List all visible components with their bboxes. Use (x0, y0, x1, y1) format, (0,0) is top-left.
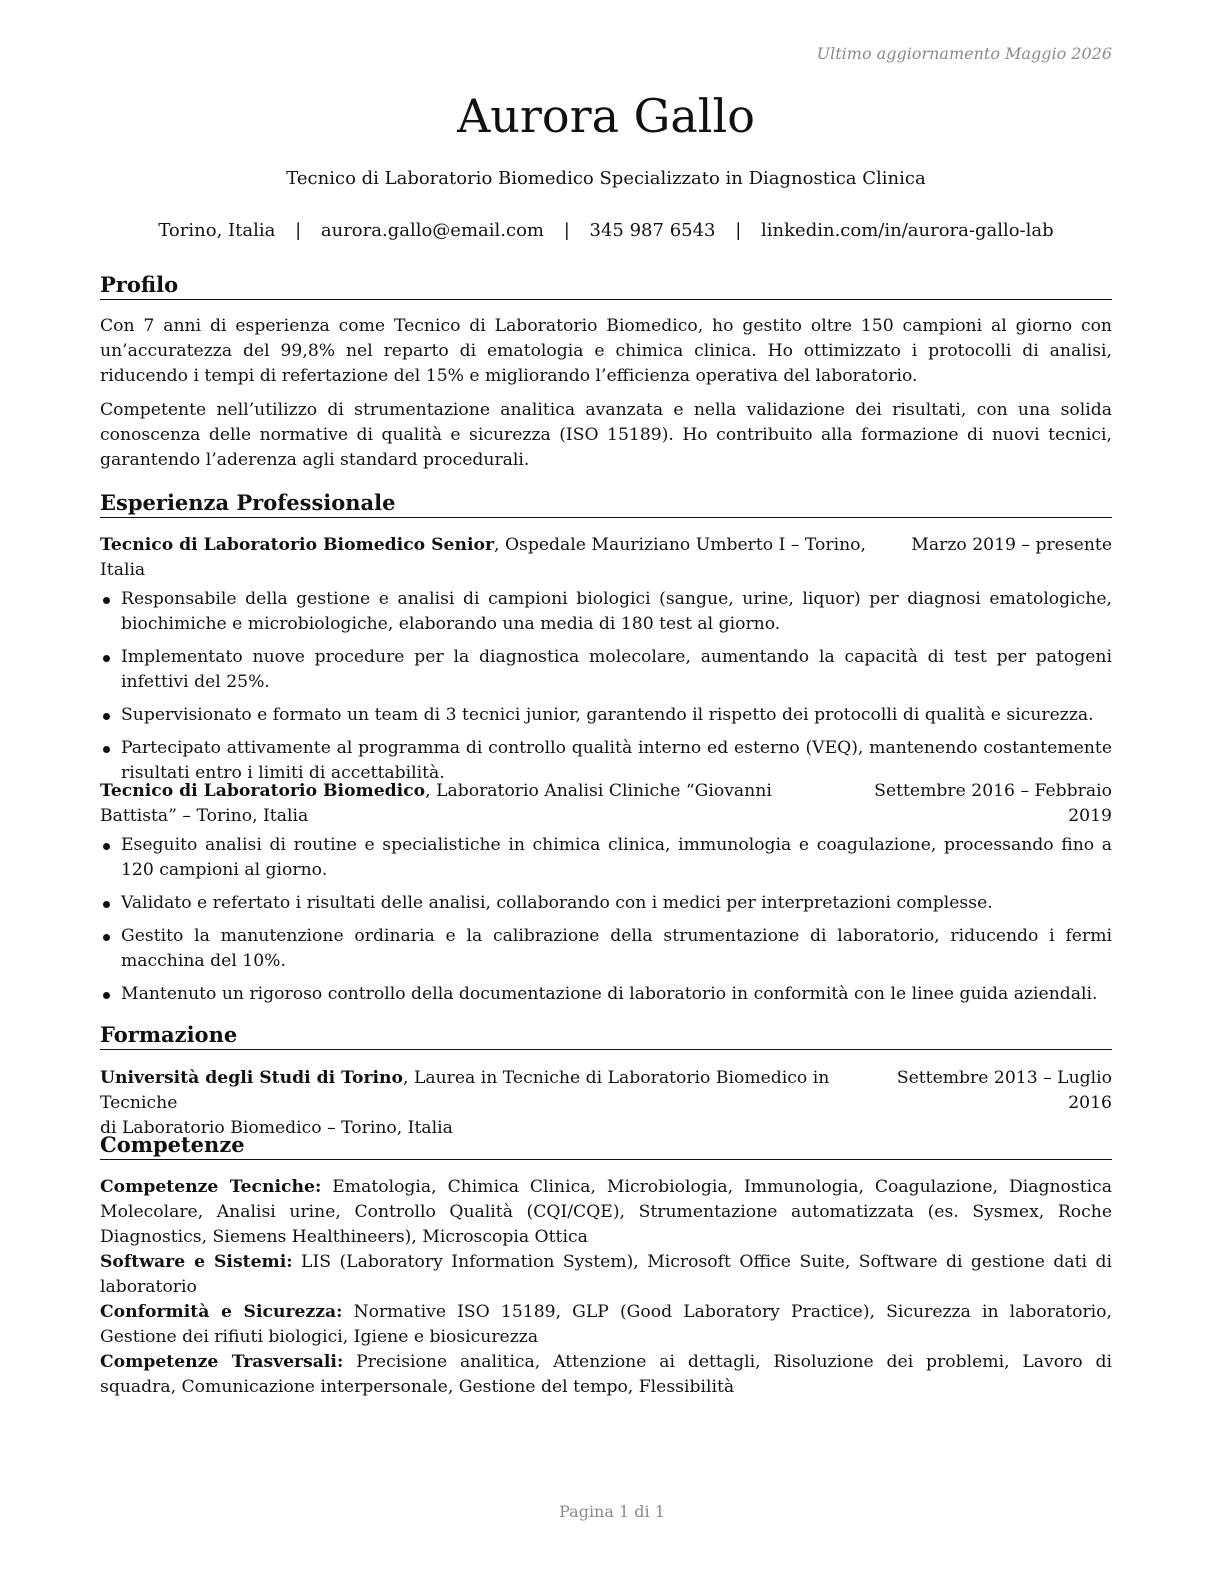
skill-text: Normative ISO 15189, GLP (Good Laboratory Practice), Sicurezza in laboratorio, Gestione dei rifiuti biologici, Igiene e biosicurezza (100, 1302, 1112, 1347)
job-entry (100, 779, 1112, 1015)
skill-label: Conformità e Sicurezza: (100, 1302, 343, 1322)
list-item: Eseguito analisi di routine e specialistiche in chimica clinica, immunologia e coagulazione, processando fino a 120 campioni al giorno. (100, 833, 1112, 883)
contact-email[interactable]: aurora.gallo@email.com (320, 220, 544, 241)
job-entry (100, 533, 1112, 794)
contact-separator: | (295, 220, 302, 241)
education-dates-end: 2016 (1068, 1093, 1112, 1113)
list-item: Responsabile della gestione e analisi di campioni biologici (sangue, urine, liquor) per diagnosi ematologiche, biochimiche e microbiologiche, elaborando una media di 180 test al giorno. (100, 587, 1112, 637)
list-item: Gestito la manutenzione ordinaria e la calibrazione della strumentazione di laboratorio, riducendo i fermi macchina del 10%. (100, 924, 1112, 974)
skill-text: Ematologia, Chimica Clinica, Microbiologia, Immunologia, Coagulazione, Diagnostica Molecolare, Analisi urine, Controllo Qualità (CQI/CQE), Strumentazione automatizzata (es. Sysmex, Roche Diagnostics, Siemens Healthineers), Microscopia Ottica (100, 1177, 1112, 1247)
job-employer: , Ospedale Mauriziano Umberto I – Torino, Italia (100, 535, 866, 580)
job-header (100, 533, 1112, 583)
skill-label: Competenze Trasversali: (100, 1352, 344, 1372)
list-item: Mantenuto un rigoroso controllo della documentazione di laboratorio in conformità con le linee guida aziendali. (100, 982, 1112, 1007)
skill-group (100, 1350, 1112, 1400)
job-dates-end: 2019 (1068, 806, 1112, 826)
profile-paragraph: Con 7 anni di esperienza come Tecnico di Laboratorio Biomedico, ho gestito oltre 150 campioni al giorno con un’accuratezza del 99,8% nel reparto di ematologia e chimica clinica. Ho ottimizzato i protocolli di analisi, riducendo i tempi di refertazione del 15% e migliorando l’efficienza operativa del laboratorio. (100, 316, 1112, 386)
education-degree: , Laurea in Tecniche di Laboratorio Biomedico in Tecniche (100, 1068, 830, 1113)
skill-group (100, 1175, 1112, 1250)
profile-paragraph: Competente nell’utilizzo di strumentazione analitica avanzata e nella validazione dei risultati, con una solida conoscenza delle normative di qualità e sicurezza (ISO 15189). Ho contribuito alla formazione di nuovi tecnici, garantendo l’aderenza agli standard procedurali. (100, 400, 1112, 470)
education-degree-cont: di Laboratorio Biomedico – Torino, Italia (100, 1118, 453, 1138)
skills-section (100, 1175, 1112, 1400)
education-entry (100, 1066, 1112, 1141)
section-title-experience: Esperienza Professionale (100, 490, 1112, 518)
job-role: Tecnico di Laboratorio Biomedico Senior (100, 535, 495, 555)
job-role: Tecnico di Laboratorio Biomedico (100, 781, 426, 801)
list-item: Partecipato attivamente al programma di controllo qualità interno ed esterno (VEQ), mantenendo costantemente risultati entro i limiti di accettabilità. (100, 736, 1112, 786)
profile-section (100, 314, 1112, 473)
contact-linkedin[interactable]: linkedin.com/in/aurora-gallo-lab (761, 220, 1054, 241)
skill-text: LIS (Laboratory Information System), Microsoft Office Suite, Software di gestione dati di laboratorio (100, 1252, 1112, 1297)
contact-separator: | (735, 220, 742, 241)
skill-text: Precisione analitica, Attenzione ai dettagli, Risoluzione dei problemi, Lavoro di squadra, Comunicazione interpersonale, Gestione del tempo, Flessibilità (100, 1352, 1112, 1397)
job-bullets (100, 587, 1112, 786)
contact-line (100, 220, 1112, 242)
list-item: Implementato nuove procedure per la diagnostica molecolare, aumentando la capacità di test per patogeni infettivi del 25%. (100, 645, 1112, 695)
contact-phone[interactable]: 345 987 6543 (589, 220, 716, 241)
list-item: Supervisionato e formato un team di 3 tecnici junior, garantendo il rispetto dei protocolli di qualità e sicurezza. (100, 703, 1112, 728)
skill-label: Competenze Tecniche: (100, 1177, 322, 1197)
job-dates (834, 779, 1112, 829)
last-updated: Ultimo aggiornamento Maggio 2026 (816, 44, 1112, 63)
page-number: Pagina 1 di 1 (559, 1502, 665, 1521)
job-subtitle: Tecnico di Laboratorio Biomedico Specializzato in Diagnostica Clinica (286, 168, 926, 189)
skill-group (100, 1300, 1112, 1350)
list-item: Validato e refertato i risultati delle analisi, collaborando con i medici per interpretazioni complesse. (100, 891, 1112, 916)
contact-separator: | (563, 220, 570, 241)
job-bullets (100, 833, 1112, 1007)
education-dates-start: Settembre 2013 – Luglio (896, 1068, 1112, 1088)
job-employer: , Laboratorio Analisi Cliniche “Giovanni Battista” – Torino, Italia (100, 781, 772, 826)
education-dates (857, 1066, 1112, 1141)
skill-label: Software e Sistemi: (100, 1252, 293, 1272)
job-dates-start: Settembre 2016 – Febbraio (874, 781, 1112, 801)
skill-group (100, 1250, 1112, 1300)
section-title-skills: Competenze (100, 1132, 1112, 1160)
education-school: Università degli Studi di Torino (100, 1068, 404, 1088)
contact-location: Torino, Italia (158, 220, 276, 241)
section-title-profile: Profilo (100, 272, 1112, 300)
job-dates: Marzo 2019 – presente (911, 535, 1112, 555)
education-header (100, 1066, 1112, 1141)
section-title-education: Formazione (100, 1022, 1112, 1050)
candidate-name: Aurora Gallo (457, 89, 755, 143)
job-header (100, 779, 1112, 829)
